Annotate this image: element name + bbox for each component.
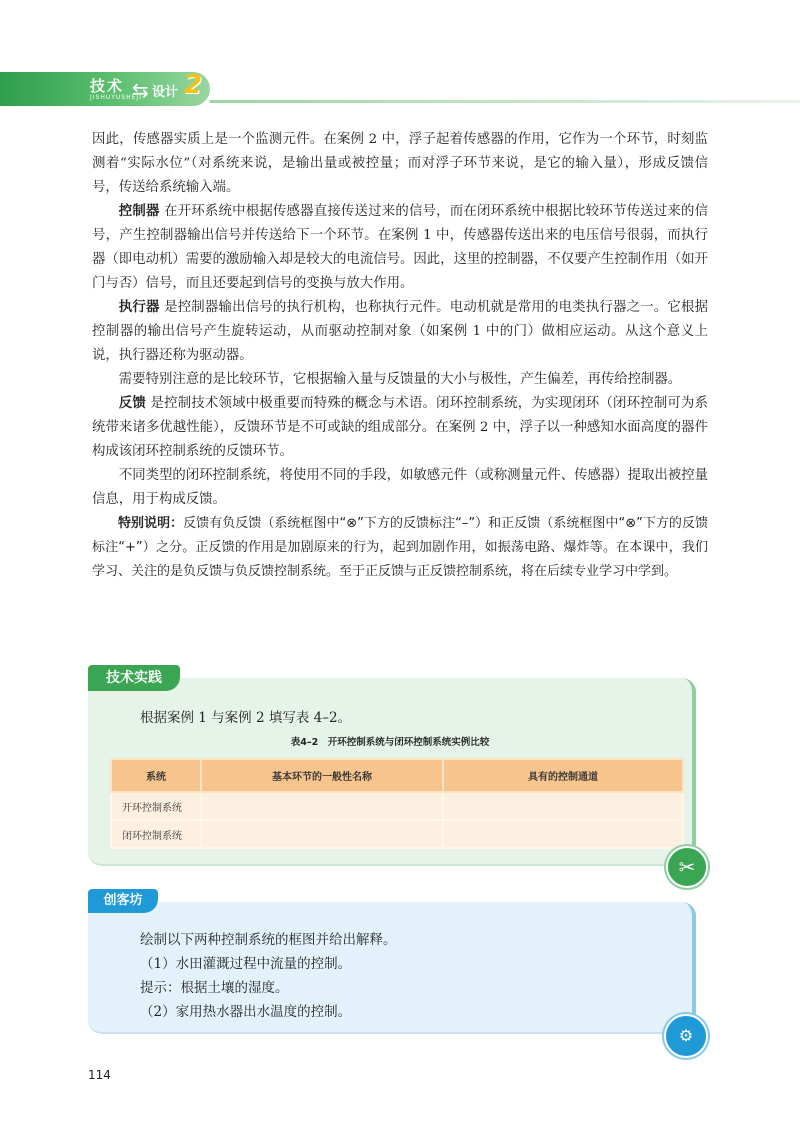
paragraph-comparator <box>92 368 708 392</box>
page-header <box>0 72 800 108</box>
row-label-closed-loop: 闭环控制系统 <box>111 820 201 848</box>
paragraph-feedback <box>92 392 708 464</box>
term-actuator: 执行器 <box>118 300 160 315</box>
creative-line: （1）水田灌溉过程中流量的控制。 <box>140 956 352 972</box>
special-note <box>92 512 708 584</box>
table-header-row <box>111 759 683 792</box>
note-label: 特别说明： <box>118 516 184 531</box>
comparison-table <box>110 758 684 849</box>
practice-intro: 根据案例 1 与案例 2 填写表 4–2。 <box>140 710 352 726</box>
paragraph-text: 在开环系统中根据传感器直接传送过来的信号，而在闭环系统中根据比较环节传送过来的信号，产生控制器输出信号并传送给下一个环节。在案例 1 中，传感器传送出来的电压信号很弱，而执行器（即电动机）需要的激励输入却是较大的电流信号。因此，这里的控制器，不仅要产生控制作用（如开门与否）信号，而且还要起到信号的变换与放大作用。 <box>92 204 709 291</box>
swap-arrow-icon: ⇆ <box>132 78 149 102</box>
header-system: 系统 <box>111 759 201 792</box>
design-label: 设计 <box>152 85 179 100</box>
fill-cell[interactable] <box>201 792 443 820</box>
paragraph-text: 是控制技术领域中极重要而特殊的概念与术语。闭环控制系统，为实现闭环（闭环控制可为系统带来诸多优越性能），反馈环节是不可或缺的组成部分。在案例 2 中，浮子以一种感知水面高度的器件构成该闭环控制系统的反馈环节。 <box>92 396 709 459</box>
main-text <box>92 128 708 584</box>
practice-tab: 技术实践 <box>88 665 180 691</box>
header-control-channel: 具有的控制通道 <box>443 759 683 792</box>
creative-content <box>140 928 397 1024</box>
fill-cell[interactable] <box>443 820 683 848</box>
maker-icon: ⚙ <box>664 1014 708 1058</box>
header-basic-links: 基本环节的一般性名称 <box>201 759 443 792</box>
table-caption: 表4–2 开环控制系统与闭环控制系统实例比较 <box>290 737 490 748</box>
volume-number: 2 <box>184 70 203 100</box>
paragraph-text: 是控制器输出信号的执行机构，也称执行元件。电动机就是常用的电类执行器之一。它根据控制器的输出信号产生旋转运动，从而驱动控制对象（如案例 1 中的门）做相应运动。从这个意义上说，执行器还称为驱动器。 <box>92 300 709 363</box>
page-number: 114 <box>88 1068 111 1082</box>
fill-cell[interactable] <box>201 820 443 848</box>
creative-line: 提示：根据土壤的湿度。 <box>140 980 289 996</box>
row-label-open-loop: 开环控制系统 <box>111 792 201 820</box>
creative-line: （2）家用热水器出水温度的控制。 <box>140 1004 352 1020</box>
term-feedback: 反馈 <box>118 396 147 411</box>
paragraph-controller <box>92 200 708 296</box>
paragraph-text: 需要特别注意的是比较环节，它根据输入量与反馈量的大小与极性，产生偏差，再传给控制器。 <box>118 372 682 387</box>
paragraph-closed-loop <box>92 464 708 512</box>
note-text: 反馈有负反馈（系统框图中“⊗”下方的反馈标注“–”）和正反馈（系统框图中“⊗”下方的反馈标注“+”）之分。正反馈的作用是加剧原来的行为，起到加剧作用，如振荡电路、爆炸等。在本课中，我们学习、关注的是负反馈与负反馈控制系统。至于正反馈与正反馈控制系统，将在后续专业学习中学到。 <box>92 516 708 579</box>
table-row <box>111 820 683 848</box>
paragraph-text: 不同类型的闭环控制系统，将使用不同的手段，如敏感元件（或称测量元件、传感器）提取出被控量信息，用于构成反馈。 <box>92 468 708 507</box>
book-title: 技术 <box>90 77 125 95</box>
creative-line: 绘制以下两种控制系统的框图并给出解释。 <box>140 932 397 948</box>
book-subtitle: JISHUYUSHEJI <box>90 94 142 101</box>
tools-icon: ✂ <box>666 846 708 888</box>
creative-tab: 创客坊 <box>88 889 158 913</box>
table-row <box>111 792 683 820</box>
header-rule <box>210 100 800 103</box>
term-controller: 控制器 <box>118 204 160 219</box>
paragraph-sensor <box>92 128 708 200</box>
fill-cell[interactable] <box>443 792 683 820</box>
paragraph-text: 因此，传感器实质上是一个监测元件。在案例 2 中，浮子起着传感器的作用，它作为一个环节，时刻监测着“实际水位”（对系统来说，是输出量或被控量；而对浮子环节来说，是它的输入量），形成反馈信号，传送给系统输入端。 <box>92 132 708 195</box>
paragraph-actuator <box>92 296 708 368</box>
